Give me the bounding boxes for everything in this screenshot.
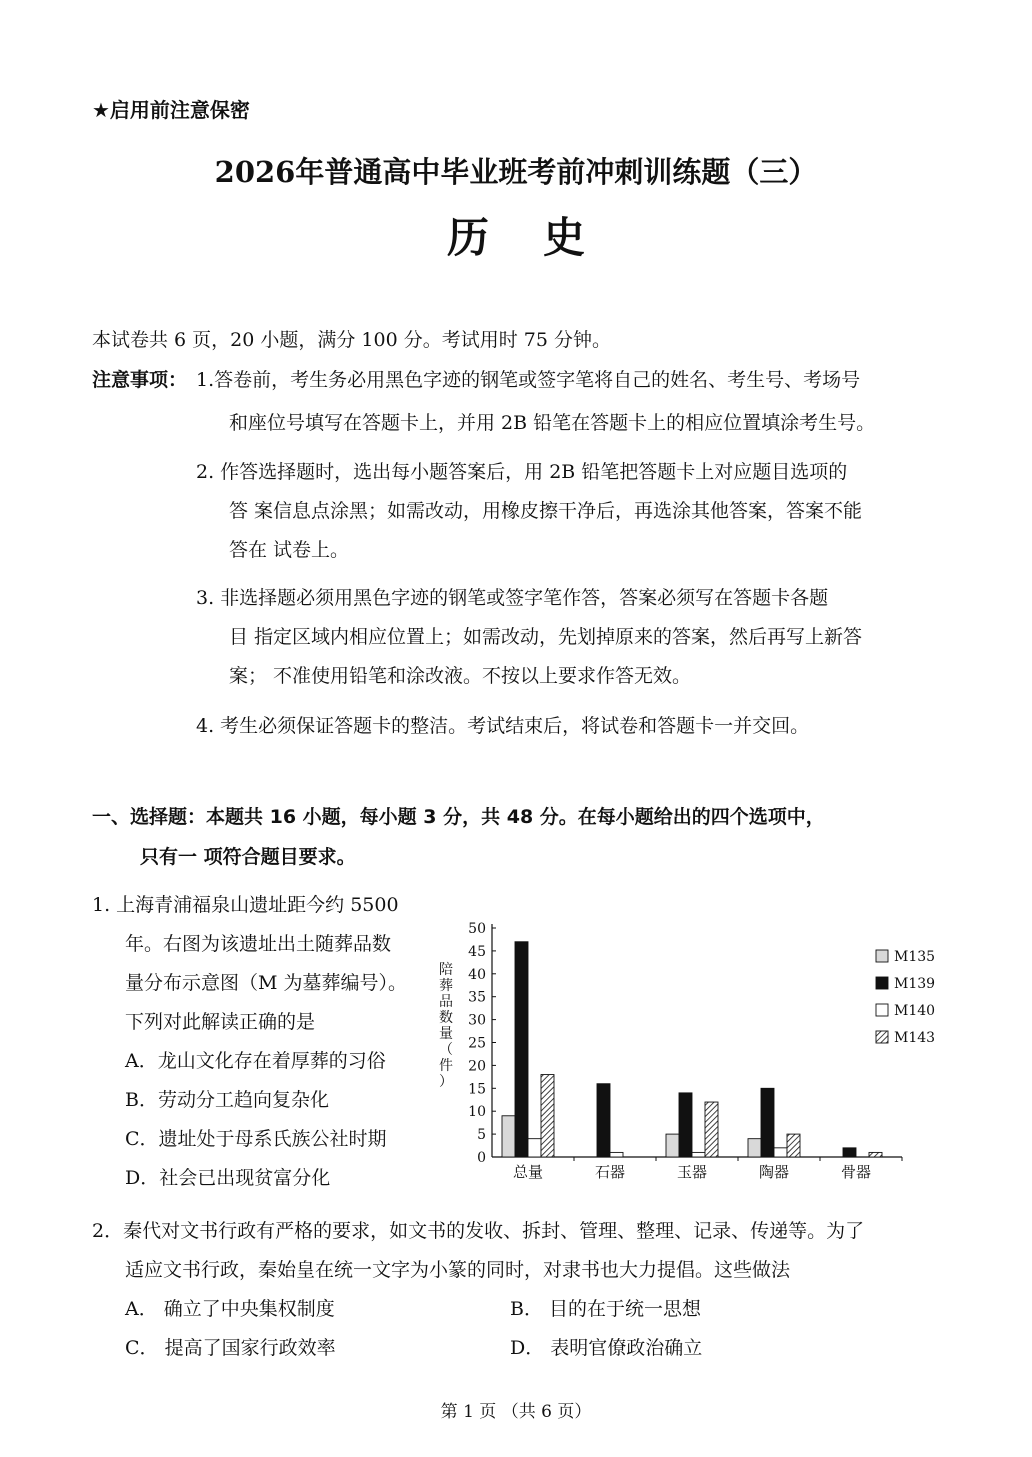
q2-option-a: A． 确立了中央集权制度 (125, 1298, 335, 1320)
q2-stem-line-1: 2．秦代对文书行政有严格的要求，如文书的发收、拆封、管理、整理、记录、传递等。为了 (92, 1220, 865, 1242)
chart-bar (679, 1093, 692, 1157)
chart-legend-label: M139 (894, 976, 936, 992)
chart-bar (666, 1134, 679, 1157)
chart-bar (597, 1084, 610, 1157)
chart-legend (876, 949, 935, 1046)
chart-bar (528, 1139, 541, 1157)
q2-stem-line-2: 适应文书行政，秦始皇在统一文字为小篆的同时，对隶书也大力提倡。这些做法 (125, 1259, 791, 1281)
notice-item-1-line-2: 和座位号填写在答题卡上，并用 2B 铅笔在答题卡上的相应位置填涂考生号。 (229, 412, 876, 434)
chart-y-tick-label: 25 (468, 1035, 486, 1052)
chart-legend-swatch (876, 1031, 888, 1043)
q2-option-d: D． 表明官僚政治确立 (510, 1337, 703, 1359)
chart-bars (502, 942, 882, 1157)
chart-y-tick-label: 45 (468, 943, 486, 960)
chart-legend-swatch (876, 950, 888, 962)
chart-legend-label: M143 (894, 1030, 936, 1046)
page-footer: 第 1 页 （共 6 页） (440, 1402, 592, 1422)
q1-stem-line-4: 下列对此解读正确的是 (125, 1011, 316, 1033)
chart-x-tick-label: 骨器 (840, 1163, 872, 1181)
q1-option-b: B．劳动分工趋向复杂化 (125, 1089, 329, 1111)
chart-legend-swatch (876, 977, 888, 989)
chart-bar (787, 1134, 800, 1157)
section-1-heading-line-1: 一、选择题：本题共 16 小题，每小题 3 分，共 48 分。在每小题给出的四个选项中， (92, 806, 825, 828)
chart-y-tick-label: 30 (468, 1012, 486, 1029)
notice-item-2-line-3: 答在 试卷上。 (229, 539, 350, 561)
notice-item-1-line-1: 1.答卷前，考生务必用黑色字迹的钢笔或签字笔将自己的姓名、考生号、考场号 (196, 369, 861, 391)
chart-x-ticks (513, 1157, 902, 1181)
notice-item-3-line-1: 3. 非选择题必须用黑色字迹的钢笔或签字笔作答，答案必须写在答题卡各题 (196, 587, 829, 609)
chart-bar (869, 1152, 882, 1157)
chart-y-tick-label: 15 (468, 1081, 486, 1098)
exam-intro: 本试卷共 6 页，20 小题，满分 100 分。考试用时 75 分钟。 (92, 329, 611, 351)
burial-goods-bar-chart (432, 914, 936, 1186)
chart-bar (761, 1088, 774, 1157)
notice-label: 注意事项： (92, 369, 188, 391)
chart-y-tick-label: 0 (477, 1150, 486, 1166)
chart-y-axis-label (439, 962, 453, 1090)
notice-item-3-line-2: 目 指定区域内相应位置上；如需改动，先划掉原来的答案，然后再写上新答 (229, 626, 863, 648)
chart-y-tick-label: 50 (468, 921, 486, 937)
chart-legend-label: M135 (894, 949, 936, 965)
chart-bar (843, 1148, 856, 1157)
chart-x-tick-label: 陶器 (758, 1163, 790, 1181)
notice-item-2-line-2: 答 案信息点涂黑；如需改动，用橡皮擦干净后，再选涂其他答案，答案不能 (229, 500, 863, 522)
section-1-heading-line-2: 只有一 项符合题目要求。 (140, 846, 356, 868)
subject-title: 历史 (446, 213, 639, 262)
chart-legend-swatch (876, 1004, 888, 1016)
notice-item-2-line-1: 2. 作答选择题时，选出每小题答案后，用 2B 铅笔把答题卡上对应题目选项的 (196, 461, 848, 483)
q1-stem-line-3: 量分布示意图（M 为墓葬编号）。 (125, 972, 407, 994)
chart-bar (610, 1152, 623, 1157)
chart-bar (541, 1075, 554, 1157)
chart-y-tick-label: 5 (477, 1127, 486, 1144)
notice-item-4: 4. 考生必须保证答题卡的整洁。考试结束后，将试卷和答题卡一并交回。 (196, 715, 810, 737)
chart-x-tick-label: 总量 (512, 1163, 544, 1181)
q2-option-b: B． 目的在于统一思想 (510, 1298, 702, 1320)
q2-option-c: C． 提高了国家行政效率 (125, 1337, 336, 1359)
chart-x-tick-label: 玉器 (676, 1163, 708, 1181)
notice-item-3-line-3: 案； 不准使用铅笔和涂改液。不按以上要求作答无效。 (229, 665, 692, 687)
chart-bar (774, 1148, 787, 1157)
chart-y-tick-label: 20 (468, 1058, 486, 1075)
chart-x-tick-label: 石器 (594, 1163, 626, 1181)
confidential-notice: ★启用前注意保密 (92, 98, 250, 122)
exam-title: 2026年普通高中毕业班考前冲刺训练题（三） (214, 155, 818, 189)
q1-stem-line-1: 1. 上海青浦福泉山遗址距今约 5500 (92, 894, 399, 916)
q1-option-d: D．社会已出现贫富分化 (125, 1167, 331, 1189)
chart-y-tick-label: 35 (468, 989, 486, 1006)
chart-bar (748, 1139, 761, 1157)
chart-bar (515, 942, 528, 1157)
chart-bar (502, 1116, 515, 1157)
chart-y-label: 陪葬品数量（件） (439, 962, 453, 1090)
q1-stem-line-2: 年。右图为该遗址出土随葬品数 (125, 933, 392, 955)
chart-bar (692, 1152, 705, 1157)
q1-option-c: C．遗址处于母系氏族公社时期 (125, 1128, 387, 1150)
chart-y-tick-label: 10 (468, 1104, 486, 1121)
chart-legend-label: M140 (894, 1003, 936, 1019)
chart-y-tick-label: 40 (468, 966, 486, 983)
q1-option-a: A．龙山文化存在着厚葬的习俗 (125, 1050, 386, 1072)
chart-bar (705, 1102, 718, 1157)
